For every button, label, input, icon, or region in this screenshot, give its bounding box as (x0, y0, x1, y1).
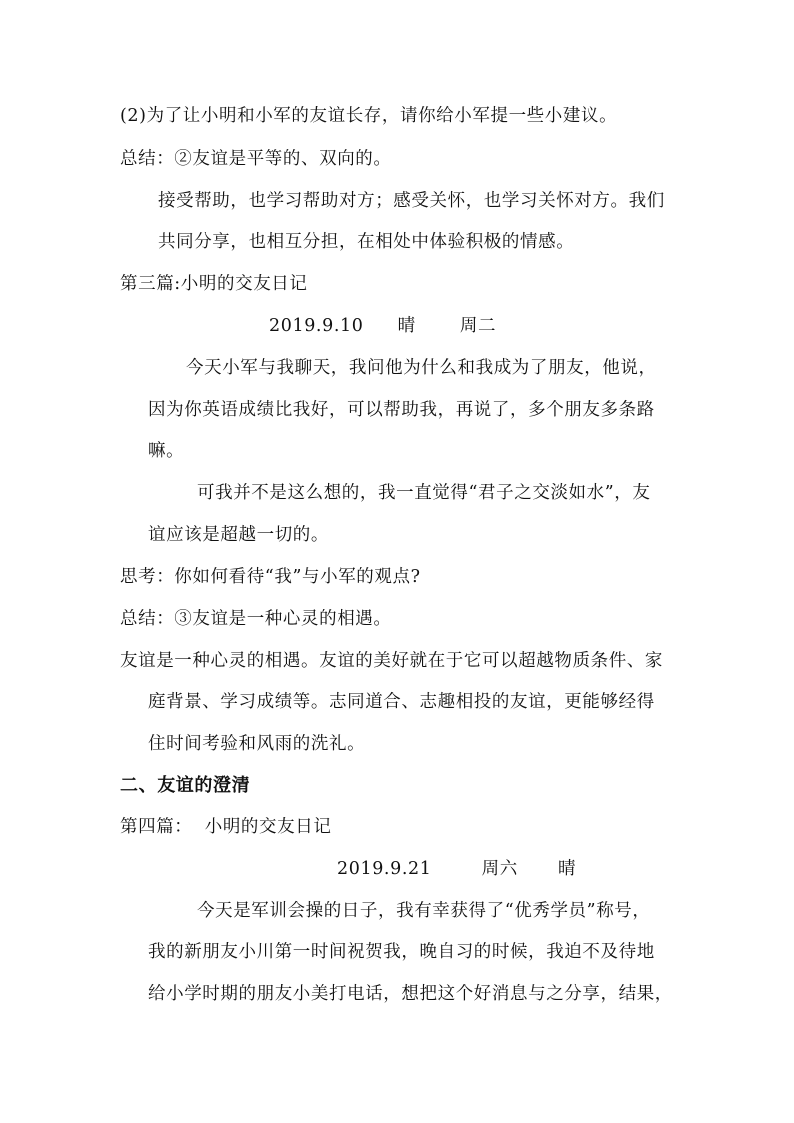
diary-1-paragraph-1-line-2: 因为你英语成绩比我好，可以帮助我，再说了，多个朋友多条路 (148, 400, 655, 420)
diary-weekday: 周六 (481, 859, 518, 879)
summary-3-detail-line-2: 庭背景、学习成绩等。志同道合、志趣相投的友谊，更能够经得 (148, 692, 655, 712)
diary-date-line-2 (337, 858, 576, 880)
diary-2-paragraph-line-3: 给小学时期的朋友小美打电话，想把这个好消息与之分享，结果， (148, 984, 673, 1004)
diary-1-paragraph-1-line-1: 今天小军与我聊天，我问他为什么和我成为了朋友，他说， (186, 358, 657, 378)
section-heading-2: 二、友谊的澄清 (120, 775, 251, 796)
section-title-part-3: 第三篇:小明的交友日记 (120, 274, 308, 294)
diary-date: 2019.9.21 (337, 859, 432, 879)
thinking-question: 思考：你如何看待“我”与小军的观点? (120, 567, 421, 587)
summary-3-detail-line-1: 友谊是一种心灵的相遇。友谊的美好就在于它可以超越物质条件、家 (120, 651, 663, 671)
summary-2-detail-line-1: 接受帮助，也学习帮助对方；感受关怀，也学习关怀对方。我们 (158, 191, 665, 211)
summary-3-detail-line-3: 住时间考验和风雨的洗礼。 (148, 734, 366, 754)
diary-weather: 晴 (397, 316, 416, 336)
question-2-text: (2)为了让小明和小军的友谊长存，请你给小军提一些小建议。 (120, 106, 618, 126)
diary-date-line-1 (269, 315, 496, 337)
diary-2-paragraph-line-1: 今天是军训会操的日子，我有幸获得了“优秀学员”称号， (197, 901, 651, 921)
summary-2-detail-line-2: 共同分享，也相互分担，在相处中体验积极的情感。 (158, 232, 575, 252)
summary-2: 总结：②友谊是平等的、双向的。 (120, 149, 392, 169)
diary-1-paragraph-1-line-3: 嘛。 (148, 441, 185, 461)
diary-1-paragraph-2-line-2: 谊应该是超越一切的。 (148, 525, 329, 545)
summary-3: 总结：③友谊是一种心灵的相遇。 (120, 609, 392, 629)
diary-date: 2019.9.10 (269, 316, 364, 336)
diary-2-paragraph-line-2: 我的新朋友小川第一时间祝贺我，晚自习的时候，我迫不及待地 (148, 942, 655, 962)
diary-weekday: 周二 (459, 316, 497, 336)
diary-1-paragraph-2-line-1: 可我并不是这么想的，我一直觉得“君子之交淡如水”，友 (197, 483, 651, 503)
diary-weather: 晴 (558, 859, 577, 879)
section-title-part-4: 第四篇： 小明的交友日记 (120, 817, 332, 837)
